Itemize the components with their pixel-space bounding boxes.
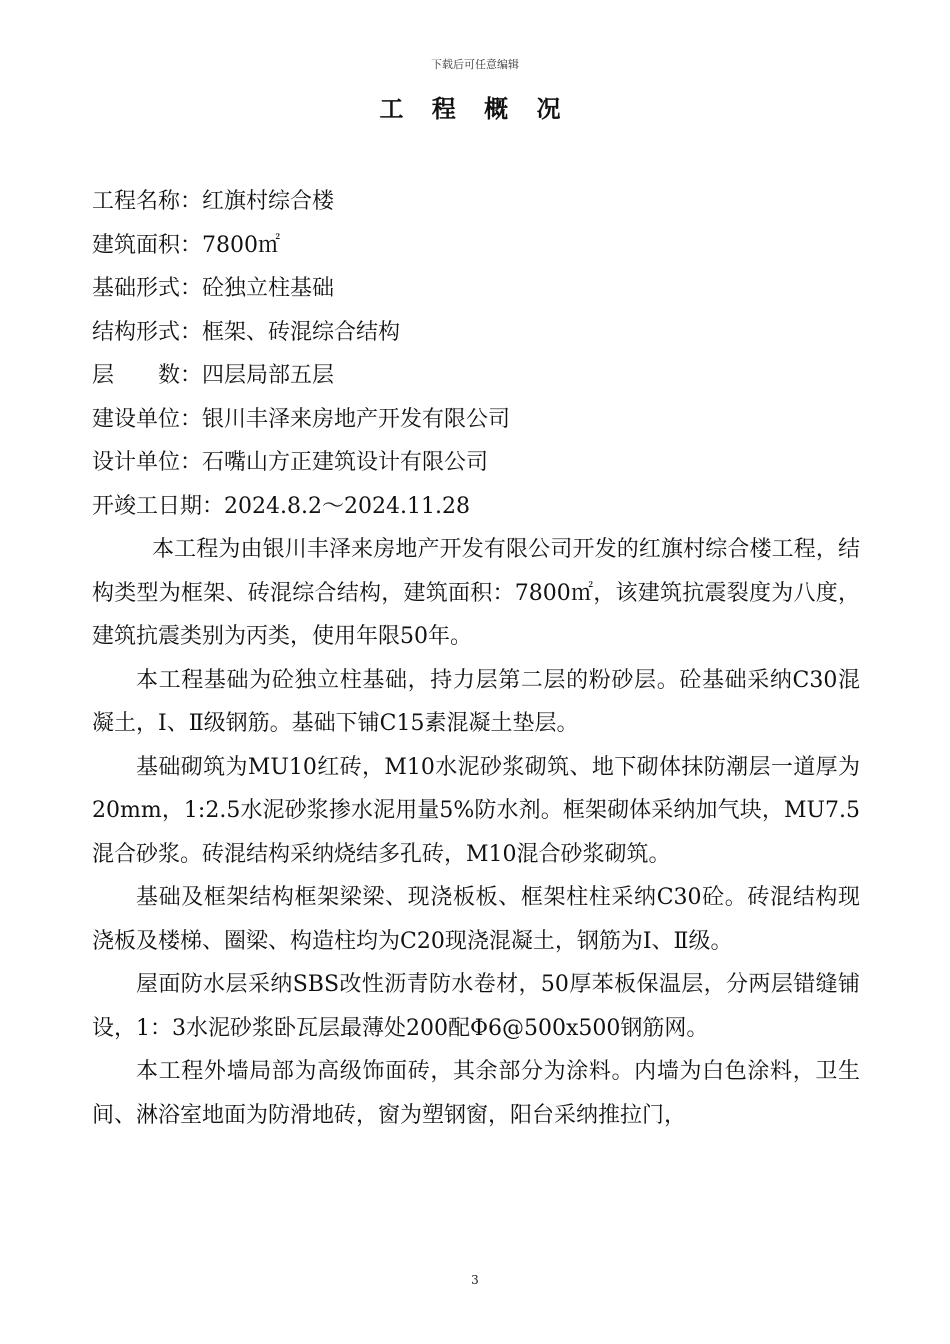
field-label: 工程名称： (92, 189, 203, 214)
paragraph-finishes: 本工程外墙局部为高级饰面砖，其余部分为涂料。内墙为白色涂料，卫生间、淋浴室地面为防滑地砖，窗为塑钢窗，阳台采纳推拉门， (92, 1059, 860, 1128)
field-label: 建筑面积： (92, 232, 203, 258)
paragraph-masonry: 基础砌筑为MU10红砖，M10水泥砂浆砌筑、地下砌体抹防潮层一道厚为20mm，1:2.5水泥砂浆掺水泥用量5%防水剂。框架砌体采纳加气块，MU7.5混合砂浆。砖混结构采纳烧结多孔砖，M10混合砂浆砌筑。 (92, 754, 860, 867)
field-label: 建设单位： (92, 406, 203, 432)
header-note: 下载后可任意编辑 (431, 58, 519, 71)
field-label: 基础形式： (92, 276, 203, 301)
field-value: 四层局部五层 (202, 363, 335, 388)
field-project-name (92, 180, 860, 224)
field-schedule (92, 485, 860, 529)
field-label: 层 数： (92, 363, 203, 388)
paragraph-roofing: 屋面防水层采纳SBS改性沥青防水卷材，50厚苯板保温层，分两层错缝铺设，1：3水泥砂浆卧瓦层最薄处200配Φ6@500x500钢筋网。 (92, 972, 860, 1041)
field-building-area (92, 224, 860, 268)
field-value: 银川丰泽来房地产开发有限公司 (202, 406, 511, 432)
document-body (92, 180, 860, 1137)
page-title: 工 程 概 况 (379, 94, 571, 123)
field-value: 石嘴山方正建筑设计有限公司 (202, 450, 489, 475)
paragraph-project-overview: 本工程为由银川丰泽来房地产开发有限公司开发的红旗村综合楼工程，结构类型为框架、砖混综合结构，建筑面积：7800㎡，该建筑抗震裂度为八度，建筑抗震类别为丙类，使用年限50年。 (92, 537, 860, 649)
field-label: 设计单位： (92, 450, 203, 475)
field-foundation-type (92, 267, 860, 311)
field-developer (92, 398, 860, 442)
field-floors (92, 354, 860, 398)
field-structure-type (92, 311, 860, 355)
paragraph-concrete: 基础及框架结构框架梁梁、现浇板板、框架柱柱采纳C30砼。砖混结构现浇板及楼梯、圈梁、构造柱均为C20现浇混凝土，钢筋为Ⅰ、Ⅱ级。 (92, 885, 860, 954)
field-label: 开竣工日期： (92, 493, 225, 519)
field-value: 2024.8.2～2024.11.28 (224, 493, 470, 519)
field-value: 框架、砖混综合结构 (202, 319, 401, 345)
paragraph-foundation: 本工程基础为砼独立柱基础，持力层第二层的粉砂层。砼基础采纳C30混凝土，Ⅰ、Ⅱ级钢筋。基础下铺C15素混凝土垫层。 (92, 667, 860, 736)
field-designer (92, 441, 860, 485)
field-value: 红旗村综合楼 (202, 189, 335, 214)
field-label: 结构形式： (92, 319, 203, 345)
field-value: 砼独立柱基础 (202, 276, 335, 301)
page-number: 3 (471, 1273, 479, 1287)
field-value: 7800㎡ (202, 232, 281, 258)
